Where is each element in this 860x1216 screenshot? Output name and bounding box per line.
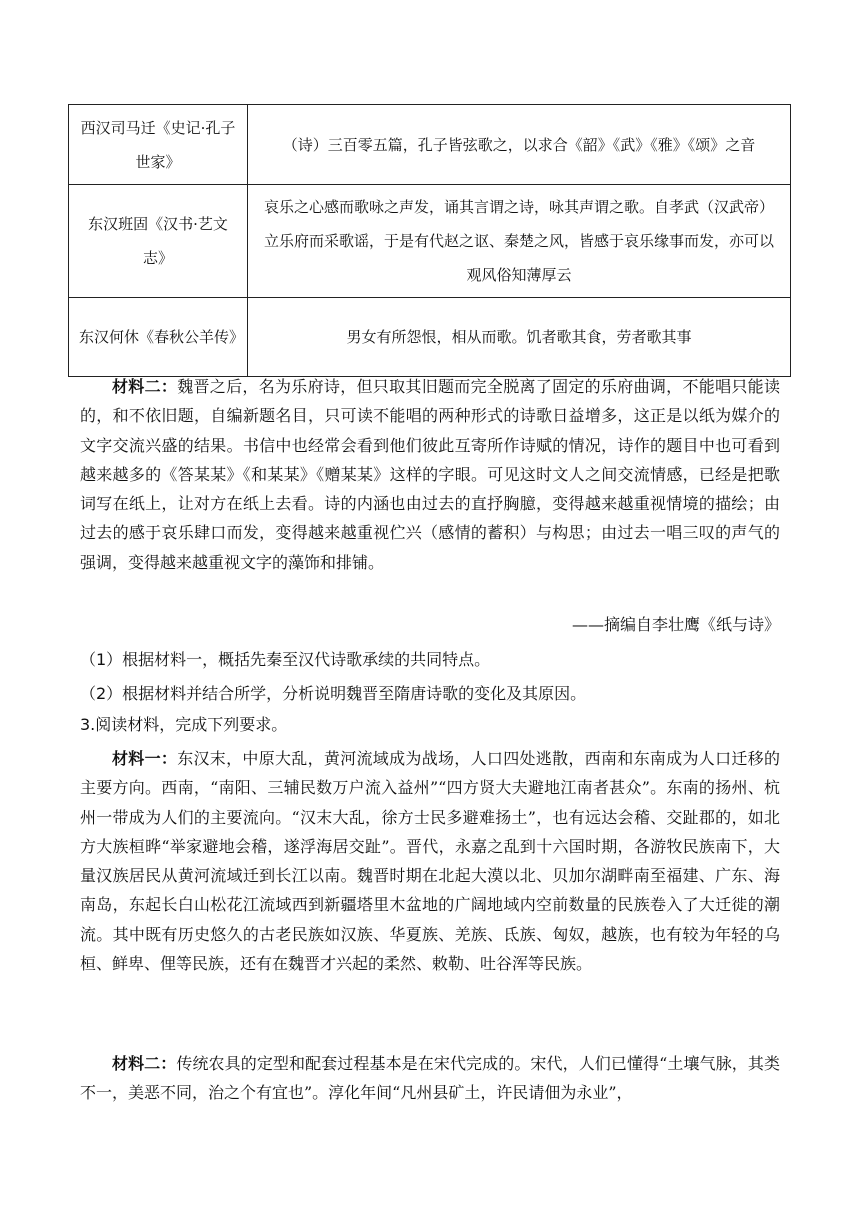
- material-text: 东汉末，中原大乱，黄河流域成为战场，人口四处逃散，西南和东南成为人口迁移的主要方向。西南，“南阳、三辅民数万户流入益州”“四方贤大夫避地江南者甚众”。东南的扬州、杭州一带成为人们的主要流向。“汉末大乱，徐方士民多避难扬土”，也有远达会稽、交趾郡的，如北方大族桓晔“举家避地会稽，遂浮海居交趾”。晋代，永嘉之乱到十六国时期，各游牧民族南下，大量汉族居民从黄河流域迁到长江以南。魏晋时期在北起大漠以北、贝加尔湖畔南至福建、广东、海南岛，东起长白山松花江流域西到新疆塔里木盆地的广阔地域内空前数量的民族卷入了大迁徙的潮流。其中既有历史悠久的古老民族如汉族、华夏族、羌族、氐族、匈奴，越族，也有较为年轻的乌桓、鲜卑、俚等民族，还有在魏晋才兴起的柔然、敕勒、吐谷浑等民族。: [80, 749, 780, 974]
- table-row: [69, 185, 791, 298]
- material-label: 材料二：: [112, 377, 178, 396]
- material-text: 魏晋之后，名为乐府诗，但只取其旧题而完全脱离了固定的乐府曲调，不能唱只能读的，和不依旧题，自编新题名目，只可读不能唱的两种形式的诗歌日益增多，这正是以纸为媒介的文字交流兴盛的结果。书信中也经常会看到他们彼此互寄所作诗赋的情况，诗作的题目中也可看到越来越多的《答某某》《和某某》《赠某某》这样的字眼。可见这时文人之间交流情感，已经是把歌词写在纸上，让对方在纸上去看。诗的内涵也由过去的直抒胸臆，变得越来越重视情境的描绘；由过去的感于哀乐肆口而发，变得越来越重视伫兴（感情的蓄积）与构思；由过去一唱三叹的声气的强调，变得越来越重视文字的藻饰和排铺。: [80, 377, 780, 572]
- table-row: [69, 105, 791, 185]
- question-1: （1）根据材料一，概括先秦至汉代诗歌承续的共同特点。: [80, 650, 491, 669]
- question-3-heading: 3.阅读材料，完成下列要求。: [80, 715, 288, 734]
- quote-cell: （诗）三百零五篇，孔子皆弦歌之，以求合《韶》《武》《雅》《颂》之音: [248, 105, 791, 185]
- q3-material-one-paragraph: [80, 744, 780, 978]
- material-two-paragraph: [80, 372, 780, 577]
- material-label: 材料二：: [112, 1054, 177, 1073]
- table-row: [69, 298, 791, 377]
- quote-cell: 男女有所怨恨，相从而歌。饥者歌其食，劳者歌其事: [248, 298, 791, 377]
- q3-material-two-paragraph: [80, 1049, 780, 1108]
- material-label: 材料一：: [112, 749, 178, 768]
- source-cell: 西汉司马迁《史记·孔子世家》: [69, 105, 248, 185]
- sources-table: [68, 104, 791, 377]
- question-2: （2）根据材料并结合所学，分析说明魏晋至隋唐诗歌的变化及其原因。: [80, 684, 587, 703]
- material-text: 传统农具的定型和配套过程基本是在宋代完成的。宋代，人们已懂得“土壤气脉，其类不一，美恶不同，治之个有宜也”。淳化年间“凡州县矿土，许民请佃为永业”，: [80, 1054, 780, 1103]
- citation: ——摘编自李壮鹰《纸与诗》: [571, 615, 780, 634]
- source-cell: 东汉班固《汉书·艺文志》: [69, 185, 248, 298]
- source-cell: 东汉何休《春秋公羊传》: [69, 298, 248, 377]
- quote-cell: 哀乐之心感而歌咏之声发，诵其言谓之诗，咏其声谓之歌。自孝武（汉武帝）立乐府而采歌谣，于是有代赵之讴、秦楚之风，皆感于哀乐缘事而发，亦可以观风俗知薄厚云: [248, 185, 791, 298]
